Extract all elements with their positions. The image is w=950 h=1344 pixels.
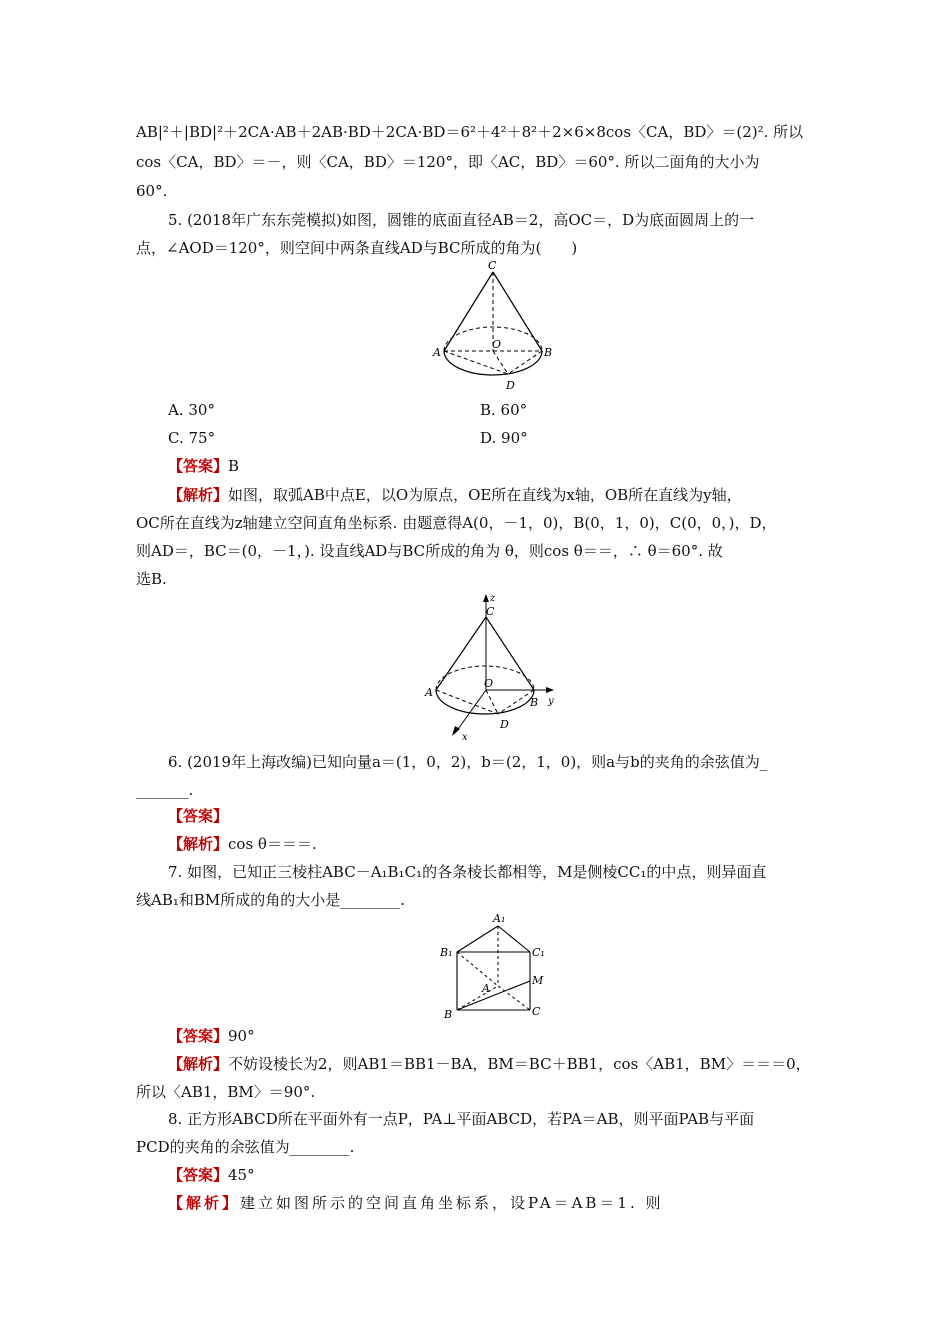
point-label: C bbox=[532, 1005, 541, 1018]
question-5-stem-cont: 点，∠AOD＝120°，则空间中两条直线AD与BC所成的角为( ) bbox=[136, 239, 578, 257]
point-label: B bbox=[530, 696, 539, 709]
analysis-8 bbox=[168, 1193, 664, 1213]
option-d: D. 90° bbox=[480, 429, 528, 447]
analysis-tag: 【解析】 bbox=[168, 1194, 241, 1212]
answer-tag: 【答案】 bbox=[168, 1166, 229, 1184]
point-label: B₁ bbox=[440, 946, 453, 959]
question-7-stem-cont: 线AB₁和BM所成的角的大小是________. bbox=[136, 891, 406, 909]
answer-5 bbox=[168, 456, 239, 476]
analysis-6 bbox=[168, 834, 317, 854]
question-7-stem: 7. 如图，已知正三棱柱ABC－A₁B₁C₁的各条棱长都相等，M是侧棱CC₁的中点，则异面直 bbox=[168, 863, 767, 881]
point-label: D bbox=[506, 379, 515, 392]
point-label: O bbox=[492, 338, 502, 351]
analysis-7-cont: 所以〈AB1，BM〉＝90°. bbox=[136, 1083, 316, 1101]
answer-7 bbox=[168, 1026, 255, 1046]
analysis-5-cont: OC所在直线为z轴建立空间直角坐标系. 由题意得A(0，－1，0)，B(0，1，0)，C(0，0，)，D， bbox=[136, 514, 777, 532]
cone-axes-figure bbox=[422, 592, 562, 744]
point-label: A bbox=[425, 686, 433, 699]
analysis-text: 如图，取弧AB中点E，以O为原点，OE所在直线为x轴，OB所在直线为y轴， bbox=[228, 486, 742, 504]
analysis-text: cos θ＝＝＝. bbox=[228, 835, 317, 853]
answer-value: B bbox=[228, 457, 240, 475]
axis-label: x bbox=[462, 732, 468, 743]
point-label: C bbox=[488, 259, 497, 272]
axis-label: z bbox=[490, 593, 496, 604]
point-label: C₁ bbox=[532, 946, 545, 959]
answer-8 bbox=[168, 1165, 255, 1185]
text-line: AB|²＋|BD|²＋2CA·AB＋2AB·BD＋2CA·BD＝6²＋4²＋8²＋2×6×8cos〈CA，BD〉＝(2)². 所以 bbox=[136, 123, 804, 141]
answer-value: 45° bbox=[228, 1166, 255, 1184]
point-label: A bbox=[433, 346, 441, 359]
option-b: B. 60° bbox=[480, 401, 528, 419]
cone-figure bbox=[430, 258, 560, 398]
analysis-tag: 【解析】 bbox=[168, 1055, 229, 1073]
analysis-5 bbox=[168, 485, 742, 505]
option-c: C. 75° bbox=[168, 429, 216, 447]
analysis-5-cont: 则AD＝，BC＝(0，－1，). 设直线AD与BC所成的角为 θ，则cos θ＝＝，∴ θ＝60°. 故 bbox=[136, 542, 723, 560]
point-label: B bbox=[444, 1008, 453, 1020]
analysis-text: 不妨设棱长为2，则AB1＝BB1－BA，BM＝BC＋BB1，cos〈AB1，BM〉＝＝＝0， bbox=[228, 1055, 811, 1073]
answer-value: 90° bbox=[228, 1027, 255, 1045]
prism-figure bbox=[438, 912, 548, 1020]
analysis-7 bbox=[168, 1054, 811, 1074]
option-a: A. 30° bbox=[168, 401, 215, 419]
analysis-tag: 【解析】 bbox=[168, 486, 229, 504]
point-label: O bbox=[484, 677, 494, 690]
answer-tag: 【答案】 bbox=[168, 1027, 229, 1045]
axis-label: y bbox=[548, 696, 554, 707]
answer-tag: 【答案】 bbox=[168, 807, 229, 825]
question-6-stem-cont: _______. bbox=[136, 781, 194, 799]
answer-tag: 【答案】 bbox=[168, 457, 229, 475]
point-label: A bbox=[482, 982, 490, 995]
point-label: C bbox=[486, 605, 495, 618]
point-label: B bbox=[544, 346, 553, 359]
question-8-stem: 8. 正方形ABCD所在平面外有一点P，PA⊥平面ABCD，若PA＝AB，则平面PAB与平面 bbox=[168, 1110, 755, 1128]
text-line: cos〈CA，BD〉＝－，则〈CA，BD〉＝120°，即〈AC，BD〉＝60°. 所以二面角的大小为 bbox=[136, 153, 760, 171]
analysis-5-cont: 选B. bbox=[136, 570, 167, 588]
question-5-stem: 5. (2018年广东东莞模拟)如图，圆锥的底面直径AB＝2，高OC＝，D为底面圆周上的一 bbox=[168, 211, 755, 229]
analysis-tag: 【解析】 bbox=[168, 835, 229, 853]
point-label: M bbox=[532, 974, 544, 987]
question-8-stem-cont: PCD的夹角的余弦值为________. bbox=[136, 1138, 355, 1156]
answer-6 bbox=[168, 806, 228, 826]
point-label: A₁ bbox=[493, 912, 506, 925]
text-line: 60°. bbox=[136, 182, 168, 200]
question-6-stem: 6. (2019年上海改编)已知向量a＝(1，0，2)，b＝(2，1，0)，则a与b的夹角的余弦值为_ bbox=[168, 753, 768, 771]
analysis-text: 建立如图所示的空间直角坐标系，设PA＝AB＝1. 则 bbox=[240, 1194, 664, 1212]
point-label: D bbox=[500, 718, 509, 731]
